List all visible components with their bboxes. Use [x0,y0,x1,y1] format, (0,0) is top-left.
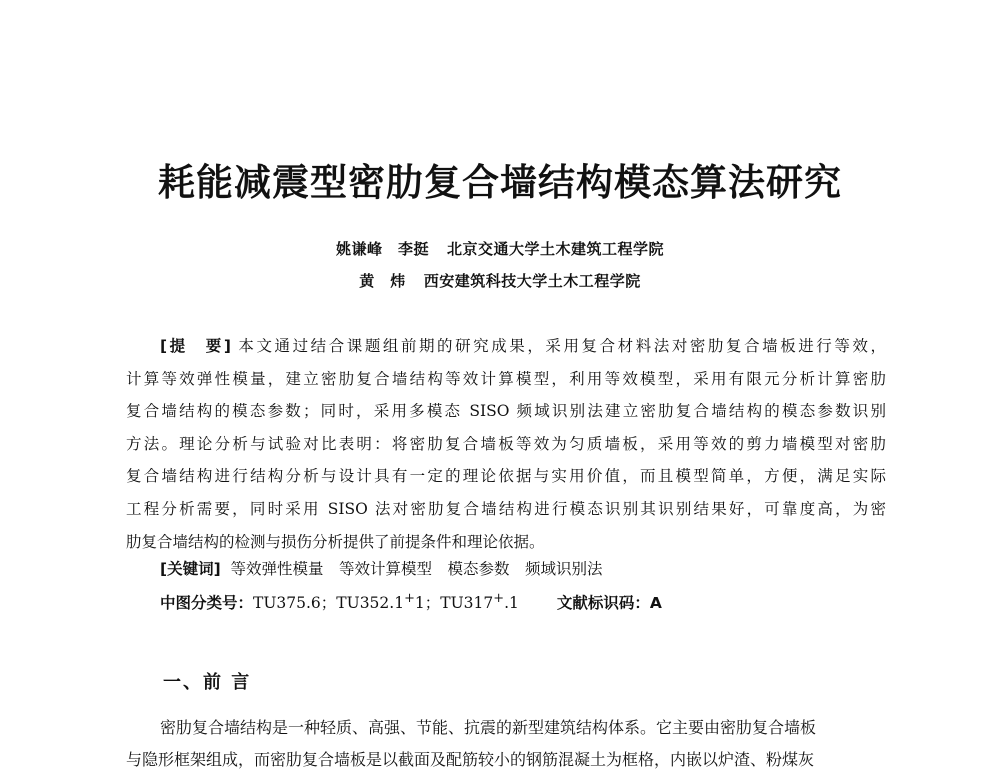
doc-id-value: A [649,594,662,613]
classification-sup-1: + [404,591,415,606]
author-line-2 [0,270,1000,291]
keywords-items: 等效弹性模量 等效计算模型 模态参数 频域识别法 [230,560,603,578]
classification-line [160,591,662,613]
abstract-line-4: 方法。理论分析与试验对比表明：将密肋复合墙板等效为匀质墙板，采用等效的剪力墙模型对密肋 [126,434,886,453]
author-affiliation-2: 西安建筑科技大学土木工程学院 [423,272,641,290]
abstract-label: [提 要] [160,337,231,355]
author-names-2: 黄 炜 [359,272,406,290]
keywords-label: [关键词] [160,560,221,578]
section-heading: 一、前 言 [163,672,252,693]
section-body [126,712,886,776]
abstract-text-1: 本文通过结合课题组前期的研究成果，采用复合材料法对密肋复合墙板进行等效， [238,337,886,355]
classification-value-2: 1；TU317 [414,594,494,613]
classification-value-1: TU375.6；TU352.1 [253,594,405,613]
abstract [126,330,886,558]
doc-id-label: 文献标识码： [556,594,650,613]
abstract-line-6: 工程分析需要，同时采用 SISO 法对密肋复合墙结构进行模态识别其识别结果好，可靠度高，为密 [126,499,886,518]
classification-label: 中图分类号： [160,594,254,613]
keywords [160,557,603,579]
abstract-line-5: 复合墙结构进行结构分析与设计具有一定的理论依据与实用价值，而且模型简单，方便，满足实际 [126,467,886,486]
classification-value-3: .1 [504,594,519,613]
abstract-line-7: 肋复合墙结构的检测与损伤分析提供了前提条件和理论依据。 [126,532,545,551]
author-affiliation-1: 北京交通大学土木建筑工程学院 [447,240,665,258]
abstract-line-1 [126,330,886,363]
author-line-1 [0,238,1000,259]
body-line-2: 与隐形框架组成，而密肋复合墙板是以截面及配筋较小的钢筋混凝土为框格，内嵌以炉渣、粉煤灰 [126,750,815,769]
author-names-1: 姚谦峰 李挺 [335,240,429,258]
abstract-line-3: 复合墙结构的模态参数；同时，采用多模态 SISO 频域识别法建立密肋复合墙结构的模态参数识别 [126,402,886,421]
abstract-line-2: 计算等效弹性模量，建立密肋复合墙结构等效计算模型，利用等效模型，采用有限元分析计算密肋 [126,369,886,388]
paper-title: 耗能减震型密肋复合墙结构模态算法研究 [158,161,842,204]
classification-sup-2: + [493,591,505,606]
body-line-1: 密肋复合墙结构是一种轻质、高强、节能、抗震的新型建筑结构体系。它主要由密肋复合墙板 [160,718,817,737]
